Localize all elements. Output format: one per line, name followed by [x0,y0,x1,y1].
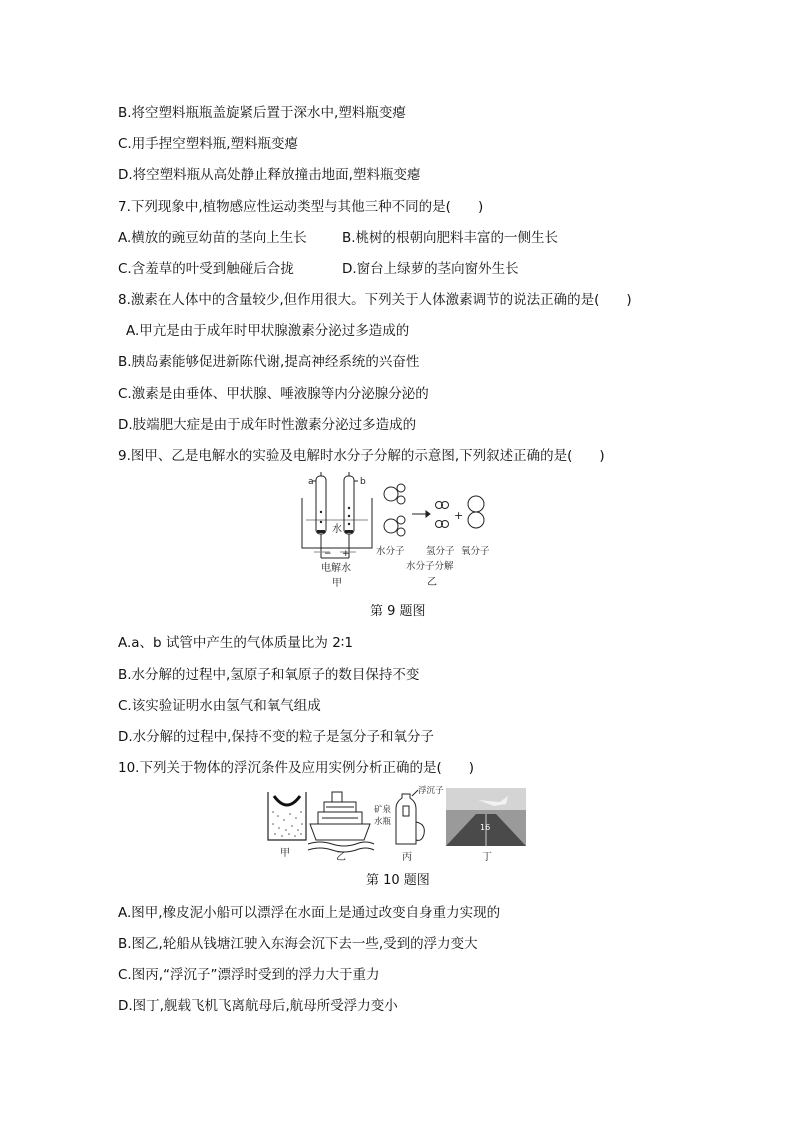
hull-number: 16 [480,823,491,832]
cartesian-diver-bottle [396,790,424,844]
q10-option-b: B.图乙,轮船从钱塘江驶入东海会沉下去一些,受到的浮力变大 [118,936,478,952]
q7-option-b: B.桃树的根朝向肥料丰富的一侧生长 [342,230,559,246]
q10-option-a: A.图甲,橡皮泥小船可以漂浮在水面上是通过改变自身重力实现的 [118,905,501,921]
q9-caption: 第 9 题图 [370,604,426,619]
q8-stem: 8.激素在人体中的含量较少,但作用很大。下列关于人体激素调节的说法正确的是( ) [118,292,632,308]
label-yi: 乙 [427,577,437,588]
q9-figure [296,472,502,592]
float-label: 浮沉子 [418,786,444,796]
hydrogen-molecule-label: 氢分子 [426,546,455,557]
q10-option-c: C.图丙,“浮沉子”漂浮时受到的浮力大于重力 [118,967,380,983]
q8-option-c: C.激素是由垂体、甲状腺、唾液腺等内分泌腺分泌的 [118,386,429,402]
minus-sign: − [324,549,332,559]
apparatus-label: 电解水 [321,563,351,574]
bottle-label-2: 水瓶 [374,817,392,827]
oxygen-molecule [468,496,484,528]
q9-option-b: B.水分解的过程中,氢原子和氧原子的数目保持不变 [118,667,420,683]
q7-option-d: D.窗台上绿萝的茎向窗外生长 [342,261,519,277]
water-label: 水 [332,524,342,535]
q6-option-d: D.将空塑料瓶从高处静止释放撞击地面,塑料瓶变瘪 [118,167,421,183]
plus-symbol: + [454,509,464,522]
q7-option-c: C.含羞草的叶受到触碰后合拢 [118,261,294,277]
q9-stem: 9.图甲、乙是电解水的实验及电解时水分子分解的示意图,下列叙述正确的是( ) [118,448,605,464]
q10-figure [262,784,532,864]
q6-option-b: B.将空塑料瓶瓶盖旋紧后置于深水中,塑料瓶变瘪 [118,105,406,121]
q8-option-b: B.胰岛素能够促进新陈代谢,提高神经系统的兴奋性 [118,354,420,370]
clay-boat-beaker [268,792,306,840]
decomposition-label: 水分子分解 [406,561,454,572]
carrier-aircraft-photo [446,788,526,846]
plus-sign: + [342,549,350,559]
label-yi: 乙 [336,852,346,863]
oxygen-molecule-label: 氧分子 [461,546,490,557]
q10-option-d: D.图丁,舰载飞机飞离航母后,航母所受浮力变小 [118,998,398,1014]
q8-option-a: A.甲亢是由于成年时甲状腺激素分泌过多造成的 [126,323,410,339]
bottle-label-1: 矿泉 [374,805,392,815]
hydrogen-molecules [436,502,449,528]
ship-drawing [308,792,374,852]
label-bing: 丙 [402,852,412,863]
q10-stem: 10.下列关于物体的浮沉条件及应用实例分析正确的是( ) [118,760,475,776]
label-ding: 丁 [482,852,492,863]
q8-option-d: D.肢端肥大症是由于成年时性激素分泌过多造成的 [118,417,417,433]
q9-option-c: C.该实验证明水由氢气和氧气组成 [118,698,321,714]
q10-caption: 第 10 题图 [366,873,430,888]
q9-option-a: A.a、b 试管中产生的气体质量比为 2∶1 [118,635,353,651]
label-jia: 甲 [280,848,290,859]
reaction-arrow [412,511,430,517]
label-b: b [360,477,366,487]
q7-option-a: A.横放的豌豆幼苗的茎向上生长 [118,230,307,246]
q7-stem: 7.下列现象中,植物感应性运动类型与其他三种不同的是( ) [118,199,484,215]
label-a: a [308,477,314,487]
label-jia: 甲 [332,578,342,589]
water-molecule-label: 水分子 [376,546,405,557]
q6-option-c: C.用手捏空塑料瓶,塑料瓶变瘪 [118,136,299,152]
q9-option-d: D.水分解的过程中,保持不变的粒子是氢分子和氧分子 [118,729,434,745]
water-molecules [384,484,405,536]
